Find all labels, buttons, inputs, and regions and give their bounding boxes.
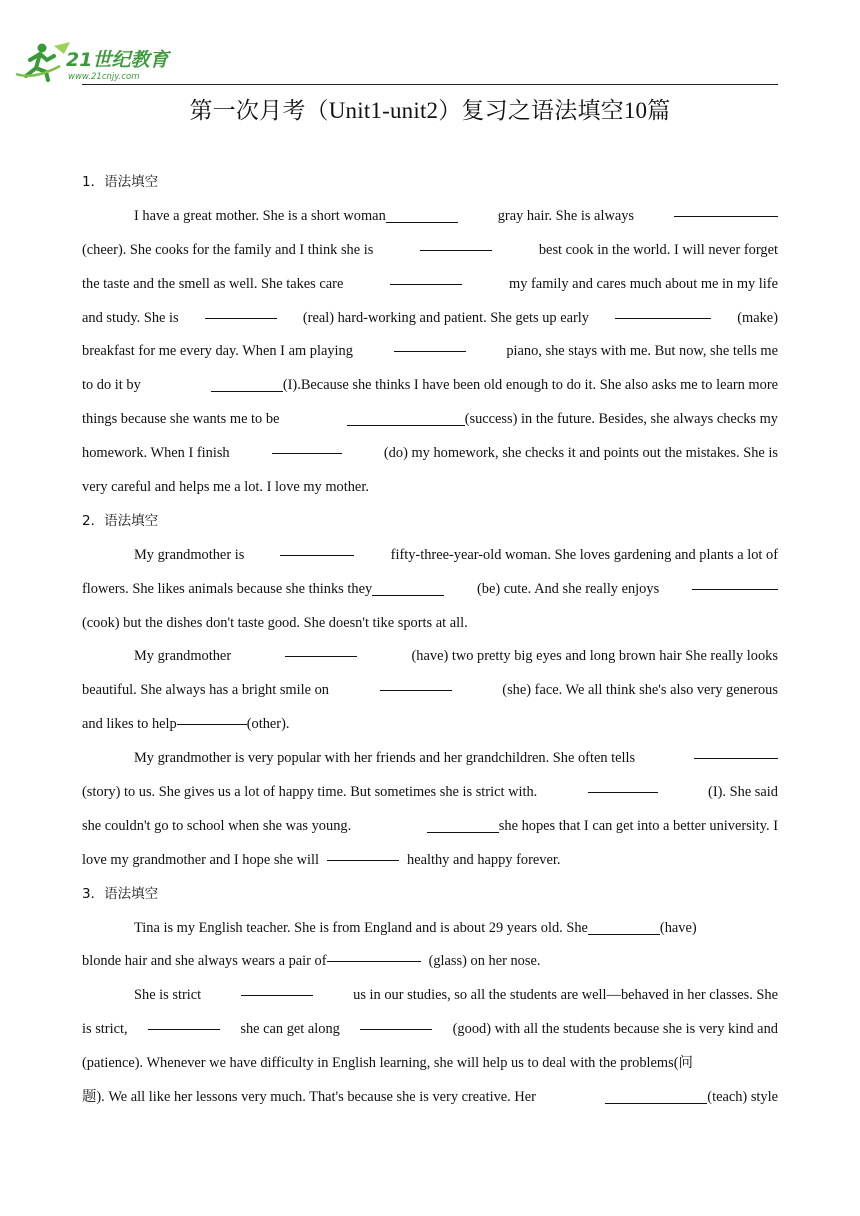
paragraph-line: love my grandmother and I hope she will healthy and happy forever.: [82, 844, 778, 878]
paragraph-line: My grandmother is very popular with her friends and her grandchildren. She often tells: [82, 742, 778, 776]
paragraph-line: (cook) but the dishes don't taste good. She doesn't tike sports at all.: [82, 614, 468, 631]
paragraph-line: she couldn't go to school when she was young. she hopes that I can get into a better university. I: [82, 817, 778, 834]
paragraph-line: Tina is my English teacher. She is from England and is about 29 years old. She (have): [134, 919, 697, 936]
worksheet-body: [82, 166, 778, 1115]
paragraph-line: is strict, she can get along (good) with all the students because she is very kind and: [82, 1013, 778, 1047]
answer-blank[interactable]: [347, 409, 465, 426]
answer-blank[interactable]: [394, 335, 466, 352]
answer-blank[interactable]: [205, 302, 277, 319]
paragraph-line: beautiful. She always has a bright smile on (she) face. We all think she's also very generous: [82, 674, 778, 708]
answer-blank[interactable]: [390, 268, 462, 285]
answer-blank[interactable]: [285, 640, 357, 657]
logo: [14, 40, 184, 84]
answer-blank[interactable]: [280, 539, 354, 556]
paragraph-line: My grandmother (have) two pretty big eyes and long brown hair She really looks: [82, 640, 778, 674]
answer-blank[interactable]: [386, 206, 458, 223]
logo-url: www.21cnjy.com: [68, 72, 140, 82]
paragraph-line: I have a great mother. She is a short woman gray hair. She is always: [82, 200, 778, 234]
answer-blank[interactable]: [615, 302, 711, 319]
q3-heading: 3．语法填空: [82, 885, 159, 902]
answer-blank[interactable]: [427, 816, 499, 833]
paragraph-line: and likes to help (other).: [82, 708, 778, 742]
paragraph-line: (cheer). She cooks for the family and I think she is best cook in the world. I will never forget: [82, 234, 778, 268]
paragraph-line: very careful and helps me a lot. I love my mother.: [82, 479, 369, 496]
answer-blank[interactable]: [694, 742, 778, 759]
paragraph-line: breakfast for me every day. When I am playing piano, she stays with me. But now, she tells me: [82, 335, 778, 369]
q1-heading: 1．语法填空: [82, 174, 159, 190]
paragraph-line: My grandmother is fifty-three-year-old woman. She loves gardening and plants a lot of: [82, 539, 778, 573]
logo-text: 21世纪教育: [66, 49, 169, 71]
answer-blank[interactable]: [148, 1013, 220, 1030]
q2-heading: 2．语法填空: [82, 512, 159, 529]
page-title: 第一次月考（Unit1-unit2）复习之语法填空10篇: [189, 98, 671, 123]
runner-icon: [16, 42, 70, 80]
answer-blank[interactable]: [327, 844, 399, 861]
answer-blank[interactable]: [272, 437, 342, 454]
answer-blank[interactable]: [420, 234, 492, 251]
answer-blank[interactable]: [674, 200, 778, 217]
paragraph-line: homework. When I finish (do) my homework, she checks it and points out the mistakes. She is: [82, 437, 778, 471]
paragraph-line: and study. She is (real) hard-working and patient. She gets up early (make): [82, 302, 778, 336]
paragraph-line: (patience). Whenever we have difficulty in English learning, she will help us to deal with the problems(问: [82, 1055, 693, 1072]
answer-blank[interactable]: [177, 708, 247, 725]
paragraph-line: flowers. She likes animals because she thinks they (be) cute. And she really enjoys: [82, 573, 778, 607]
answer-blank[interactable]: [211, 375, 283, 392]
answer-blank[interactable]: [380, 674, 452, 691]
answer-blank[interactable]: [327, 945, 421, 962]
paragraph-line: She is strict us in our studies, so all the students are well—behaved in her classes. She: [82, 979, 778, 1013]
answer-blank[interactable]: [372, 579, 444, 596]
header-rule: [82, 84, 778, 85]
paragraph-line: to do it by (I).Because she thinks I have been old enough to do it. She also asks me to learn more: [82, 377, 778, 394]
paragraph-line: the taste and the smell as well. She takes care my family and cares much about me in my life: [82, 268, 778, 302]
paragraph-line: blonde hair and she always wears a pair of (glass) on her nose.: [82, 945, 778, 979]
paragraph-line: things because she wants me to be (success) in the future. Besides, she always checks my: [82, 411, 778, 428]
paragraph-line: 题). We all like her lessons very much. That's because she is very creative. Her (teach) style: [82, 1089, 778, 1106]
answer-blank[interactable]: [692, 573, 778, 590]
answer-blank[interactable]: [241, 979, 313, 996]
paragraph-line: (story) to us. She gives us a lot of happy time. But sometimes she is strict with. (I). She said: [82, 776, 778, 810]
answer-blank[interactable]: [605, 1087, 707, 1104]
answer-blank[interactable]: [588, 918, 660, 935]
answer-blank[interactable]: [588, 776, 658, 793]
answer-blank[interactable]: [360, 1013, 432, 1030]
